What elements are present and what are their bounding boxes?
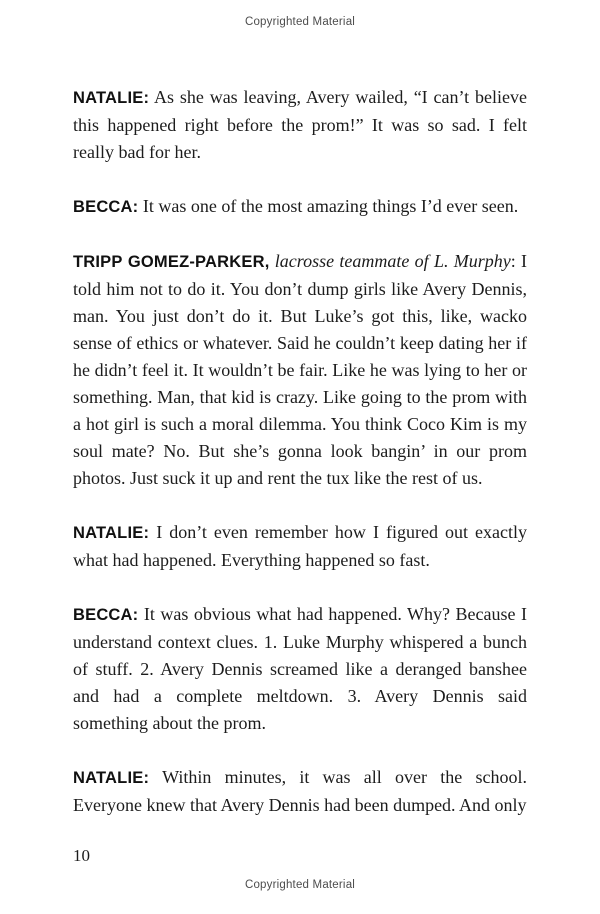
paragraph-text: Within minutes, it was all over the school. Everyone knew that Avery Dennis had been dumped. And only	[73, 767, 527, 815]
copyright-notice-top: Copyrighted Material	[244, 16, 356, 28]
paragraph-text: It was obvious what had happened. Why? Because I understand context clues. 1. Luke Murphy whispered a bunch of stuff. 2. Avery Dennis screamed like a deranged banshee and had a complete meltdown. 3. Avery Dennis said something about the prom.	[73, 604, 528, 733]
page-text	[73, 84, 527, 846]
page-number: 10	[73, 846, 90, 865]
paragraph	[73, 248, 527, 492]
paragraph	[73, 193, 527, 221]
speaker-label: NATALIE:	[73, 524, 150, 542]
paragraph	[73, 84, 527, 166]
paragraph	[73, 601, 527, 737]
paragraph	[73, 764, 527, 819]
speaker-label: TRIPP GOMEZ-PARKER,	[73, 253, 270, 271]
paragraph-text: : I told him not to do it. You don’t dump girls like Avery Dennis, man. You just don’t do it. But Luke’s got this, like, wacko sense of ethics or whatever. Said he couldn’t keep dating her if he didn’t feel it. It wouldn’t be fair. Like he was lying to her or something. Man, that kid is crazy. Like going to the prom with a hot girl is such a moral dilemma. You think Coco Kim is my soul mate? No. But she’s gonna look bangin’ in our prom photos. Just suck it up and rent the tux like the rest of us.	[73, 251, 528, 488]
copyright-notice-bottom: Copyrighted Material	[244, 879, 356, 891]
speaker-label: NATALIE:	[73, 769, 150, 787]
speaker-label: BECCA:	[73, 606, 139, 624]
speaker-label: BECCA:	[73, 198, 139, 216]
speaker-attribution: lacrosse teammate of L. Murphy	[274, 251, 511, 271]
speaker-label: NATALIE:	[73, 89, 150, 107]
paragraph	[73, 519, 527, 574]
paragraph-text: As she was leaving, Avery wailed, “I can’t believe this happened right before the prom!” It was so sad. I felt really bad for her.	[73, 87, 527, 162]
paragraph-text: It was one of the most amazing things I’d ever seen.	[142, 196, 519, 216]
paragraph-text: I don’t even remember how I figured out exactly what had happened. Everything happened so fast.	[73, 522, 528, 570]
